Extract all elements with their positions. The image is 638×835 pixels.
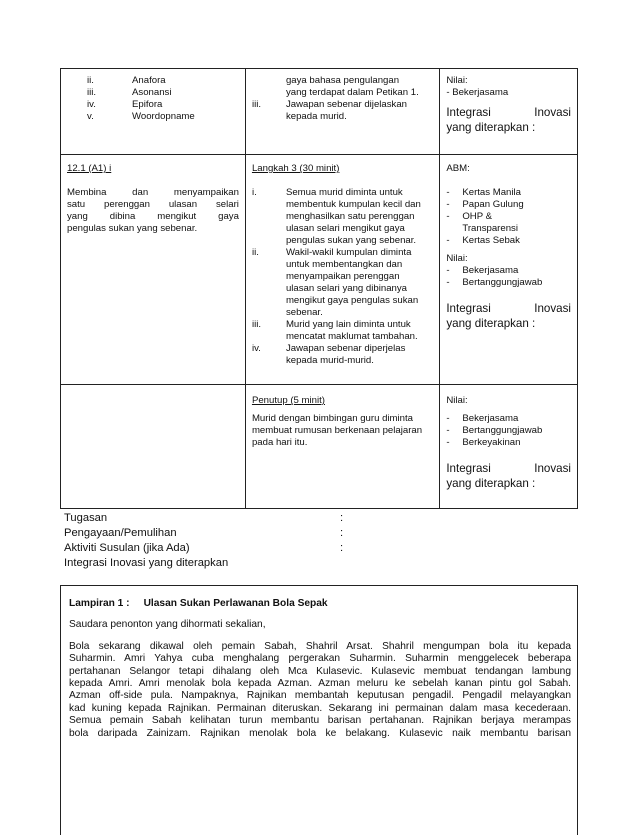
activity-text: pengulas sukan yang sebenar.: [285, 235, 417, 246]
closing-title: Penutup (5 minit): [251, 395, 325, 406]
table-row: [61, 155, 578, 385]
integrasi-inovasi-label: Integrasi Inovasi yang diterapkan: [64, 557, 229, 569]
body-line: Suharmin. Amri Yahya cuba menghalang pergerakan Suharmin. Suharmin menggelecek beberapa: [69, 653, 571, 665]
activity-text: ulasan selari yang dibinanya: [285, 283, 408, 294]
aktiviti-label: Aktiviti Susulan (jika Ada): [64, 542, 190, 554]
cell-closing-notes: [440, 385, 578, 509]
appendix-greeting: Saudara penonton yang dihormati sekalian,: [69, 619, 266, 631]
body-line: Bola sekarang dikawal oleh pemain Sabah, Shahril Arsat. Shahril mengumpan bola itu kepada: [69, 640, 571, 652]
table-row: [61, 385, 578, 509]
body-line: bola daripada Zainizam. Rajnikan menolak bola ke belakang. Kulasevic naik membantu barisan: [69, 727, 571, 739]
nilai-label: Nilai:: [446, 75, 468, 86]
abm-label: ABM:: [446, 163, 470, 174]
nilai-item: - Bekerjasama: [446, 87, 509, 98]
list-item: iv. Epifora: [87, 99, 163, 110]
closing-text: pada hari itu.: [251, 437, 308, 448]
objective-text: pengulas sukan yang sebenar.: [67, 223, 198, 234]
appendix-title: Ulasan Sukan Perlawanan Bola Sepak: [143, 598, 328, 609]
table-row: [61, 69, 578, 155]
nilai-label: Nilai:: [446, 395, 468, 406]
body-line: kad kuning kepada Rajnikan. Permainan diteruskan. Sekarang ini permainan dalam masa kecederaan.: [69, 702, 571, 714]
colon: :: [340, 542, 344, 554]
appendix-body: [69, 641, 571, 740]
abm-item-text: Transparensi: [462, 223, 518, 234]
integrasi-label: Integrasi Inovasi yang diterapkan :: [446, 462, 571, 490]
cell-notes: [440, 155, 578, 385]
appendix-label: Lampiran 1 :: [69, 598, 130, 609]
body-line: Semua pemain Sabah kelihatan turun membantu barisan pertahanan. Rajnikan berjaya merampas: [69, 715, 571, 727]
activity-text: menghasilkan satu perenggan: [285, 211, 415, 222]
activity-text: untuk membentangkan dan: [285, 259, 403, 270]
cell-objective-continued: [61, 69, 246, 155]
activity-text: menyampaikan perenggan: [285, 271, 400, 282]
list-item: iii. Murid yang lain diminta untuk: [251, 319, 411, 330]
colon: :: [340, 512, 344, 524]
appendix-header: [69, 598, 571, 610]
list-item: - Kertas Sebak: [446, 235, 520, 246]
integrasi-label: Integrasi Inovasi yang diterapkan :: [446, 302, 571, 330]
body-line: pertahanan Selangor tetapi dihalang oleh Mca Kulasevic. Kulasevic membuat tendangan lambung: [69, 665, 571, 677]
objective-text: satu perenggan ulasan selari: [67, 199, 239, 210]
body-line: kepada Amri. Amri menolak bola kepada Azman. Azman meluru ke sebelah kanan pintu gol Sabah.: [69, 678, 571, 690]
cell-empty: [61, 385, 246, 509]
objective-code: 12.1 (A1) i: [67, 163, 112, 174]
activity-text: mengikut gaya pengulas sukan: [285, 295, 419, 306]
pengayaan-label: Pengayaan/Pemulihan: [64, 527, 177, 539]
list-item: - Bertanggungjawab: [446, 425, 543, 436]
list-item: - Bekerjasama: [446, 265, 519, 276]
list-item: ii. Wakil-wakil kumpulan diminta: [251, 247, 412, 258]
step-title: Langkah 3 (30 minit): [251, 163, 340, 174]
list-item: - Papan Gulung: [446, 199, 524, 210]
list-item: iii. Jawapan sebenar dijelaskan: [251, 99, 408, 110]
integrasi-label: Integrasi Inovasi yang diterapkan :: [446, 106, 571, 134]
list-item: iv. Jawapan sebenar diperjelas: [251, 343, 406, 354]
cell-activity-continued: [245, 69, 439, 155]
cell-activity: [245, 155, 439, 385]
lesson-plan-table: [60, 68, 578, 509]
closing-text: membuat rumusan berkenaan pelajaran: [251, 425, 423, 436]
list-item: - Kertas Manila: [446, 187, 521, 198]
activity-text: mencatat maklumat tambahan.: [285, 331, 418, 342]
activity-text: kepada murid-murid.: [285, 355, 374, 366]
activity-text: gaya bahasa pengulangan: [285, 75, 400, 86]
appendix-box: [60, 585, 578, 835]
cell-closing: [245, 385, 439, 509]
nilai-label: Nilai:: [446, 253, 468, 264]
list-item: iii. Asonansi: [87, 87, 172, 98]
objective-text: yang dibina mengikut gaya: [67, 211, 239, 222]
closing-text: Murid dengan bimbingan guru diminta: [251, 413, 413, 424]
cell-notes-continued: [440, 69, 578, 155]
tugasan-label: Tugasan: [64, 512, 108, 524]
activity-text: membentuk kumpulan kecil dan: [285, 199, 421, 210]
body-line: Azman off-side pula. Nampaknya, Rajnikan membantah keputusan pengadil. Pengadil melayangkan: [69, 690, 571, 702]
list-item: - Berkeyakinan: [446, 437, 521, 448]
list-item: i. Semua murid diminta untuk: [251, 187, 403, 198]
activity-text: yang terdapat dalam Petikan 1.: [285, 87, 419, 98]
activity-text: sebenar.: [285, 307, 323, 318]
list-item: v. Woordopname: [87, 111, 195, 122]
activity-text: kepada murid.: [285, 111, 347, 122]
list-item: - Bertanggungjawab: [446, 277, 543, 288]
list-item: - OHP &: [446, 211, 493, 222]
activity-text: ulasan selari mengikut gaya: [285, 223, 405, 234]
list-item: - Bekerjasama: [446, 413, 519, 424]
cell-objective: [61, 155, 246, 385]
list-item: ii. Anafora: [87, 75, 166, 86]
objective-text: Membina dan menyampaikan: [67, 187, 239, 198]
colon: :: [340, 527, 344, 539]
